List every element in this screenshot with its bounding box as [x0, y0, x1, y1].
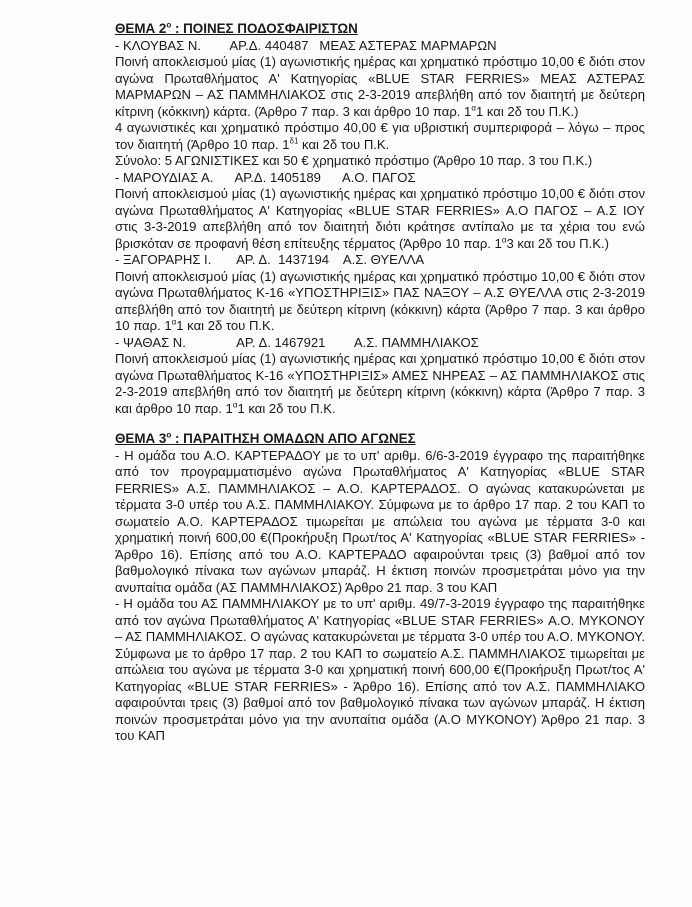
penalty-total: Σύνολο: 5 ΑΓΩΝΙΣΤΙΚΕΣ και 50 € χρηματικό πρόστιμο (Άρθρο 10 παρ. 3 του Π.Κ.) [115, 153, 593, 168]
withdrawal-item-2: - Η ομάδα του ΑΣ ΠΑΜΜΗΛΙΑΚΟΥ με το υπ' αριθμ. 49/7-3-2019 έγγραφο της παραιτήθηκε από τον αγώνα Πρωταθλήματος Α' Κατηγορίας «BLUE STAR FERRIES» Α.Ο. ΜΥΚΟΝΟΥ – ΑΣ ΠΑΜΜΗΛΙΑΚΟΣ. Ο αγώνας κατακυρώνεται με τέρματα 3-0 υπέρ του Α.Ο. ΜΥΚΟΝΟΥ. Σύμφωνα με το άρθρο 17 παρ. 2 του ΚΑΠ το σωματείο Α.Σ. ΠΑΜΜΗΛΙΑΚΟΣ τιμωρείται με απώλεια του αγώνα με τέρματα 3-0 και χρηματική ποινή 600,00 €(Προκήρυξη Πρωτ/τος Α' Κατηγορίας «BLUE STAR FERRIES» - Άρθρο 16). Επίσης από τον Α.Σ. ΠΑΜΜΗΛΙΑΚΟ αφαιρούνται τρεις (3) βαθμοί από τον βαθμολογικό πίνακα των αγώνων μπαράζ. Η έκτιση ποινών προσμετράται μόνο για την ανυπαίτια ομάδα (Α.Ο ΜΥΚΟΝΟΥ) Άρθρο 21 παρ. 3 του ΚΑΠ [115, 596, 645, 743]
player-header: - ΚΛΟΥΒΑΣ Ν. ΑΡ.Δ. 440487 ΜΕΑΣ ΑΣΤΕΡΑΣ ΜΑΡΜΑΡΩΝ [115, 37, 497, 53]
withdrawal-item-1: - Η ομάδα του Α.Ο. ΚΑΡΤΕΡΑΔΟΥ με το υπ' αριθμ. 6/6-3-2019 έγγραφο της παραιτήθηκε από τον προγραμματισμένο αγώνα Πρωταθλήματος Α' Κατηγορίας «BLUE STAR FERRIES» Α.Σ. ΠΑΜΜΗΛΙΑΚΟΣ – Α.Ο. ΚΑΡΤΕΡΑΔΟΣ. Ο αγώνας κατακυρώνεται με τέρματα 3-0 υπέρ του Α.Σ. ΠΑΜΜΗΛΙΑΚΟΥ. Σύμφωνα με το άρθρο 17 παρ. 2 του ΚΑΠ το σωματείο Α.Ο. ΚΑΡΤΕΡΑΔΟΣ τιμωρείται με απώλεια του αγώνα με τέρματα 3-0 και χρηματική ποινή 600,00 €(Προκήρυξη Πρωτ/τος Α' Κατηγορίας «BLUE STAR FERRIES» - Άρθρο 16). Επίσης από του Α.Ο. ΚΑΡΤΕΡΑΔΟ αφαιρούνται τρεις (3) βαθμοί από τον βαθμολογικό πίνακα των αγώνων μπαράζ. Η έκτιση ποινών προσμετράται μόνο για την ανυπαίτια ομάδα (ΑΣ ΠΑΜΜΗΛΙΑΚΟΣ) Άρθρο 21 παρ. 3 του ΚΑΠ [115, 447, 645, 595]
section3-heading: ΘΕΜΑ $3^o$ : ΠΑΡΑΙΤΗΣΗ ΟΜΑΔΩΝ ΑΠΟ ΑΓΩΝΕΣ [115, 430, 416, 446]
penalty-text: Ποινή αποκλεισμού μίας (1) αγωνιστικής ημέρας και χρηματικό πρόστιμο 10,00 € διότι στον αγώνα Πρωταθλήματος Κ-16 «ΥΠΟΣΤΗΡΙΞΙΣ» ΠΑΣ ΝΑΞΟΥ – Α.Σ ΘΥΕΛΛΑ στις 2-3-2019 απεβλήθη από τον διαιτητή με δεύτερη κίτρινη (κόκκινη) κάρτα (Άρθρο 7 παρ. 3 και άρθρο 10 παρ. $1^\alpha 1$ και 2δ του Π.Κ. [115, 268, 645, 333]
player-header: - ΞΑΓΟΡΑΡΗΣ Ι. ΑΡ. Δ. 1437194 Α.Σ. ΘΥΕΛΛΑ [115, 252, 425, 267]
player-penalty-4 [115, 335, 645, 418]
player-penalty-3 [115, 252, 645, 335]
penalty-text: Ποινή αποκλεισμού μίας (1) αγωνιστικής ημέρας και χρηματικό πρόστιμο 10,00 € διότι στον αγώνα Πρωταθλήματος Α' Κατηγορίας «BLUE STAR FERRIES» Α.Ο ΠΑΓΟΣ – Α.Σ ΙΟΥ στις 3-3-2019 απεβλήθη από τον διαιτητή διότι κράτησε αντίπαλο με τα χέρια του ενώ βρισκόταν σε προφανή θέση επίτευξης τέρματος (Άρθρο 10 παρ. $1^\alpha 3$ και 2δ του Π.Κ.) [115, 186, 645, 251]
player-penalty-2 [115, 170, 645, 253]
section2-heading: ΘΕΜΑ $2^o$ : ΠΟΙΝΕΣ ΠΟΔΟΣΦΑΙΡΙΣΤΩΝ [115, 20, 358, 36]
penalty-text-additional: 4 αγωνιστικές και χρηματικό πρόστιμο 40,00 € για υβριστική συμπεριφορά – λόγω – προς τον διαιτητή (Άρθρο 10 παρ. $1^{\delta 1}$ και 2δ του Π.Κ. [115, 120, 645, 152]
player-header: - ΜΑΡΟΥΔΙΑΣ Α. ΑΡ.Δ. 1405189 Α.Ο. ΠΑΓΟΣ [115, 169, 416, 185]
player-penalty-1 [115, 38, 645, 170]
player-header: - ΨΑΘΑΣ Ν. ΑΡ. Δ. 1467921 Α.Σ. ΠΑΜΜΗΛΙΑΚΟΣ [115, 334, 479, 350]
penalty-text: Ποινή αποκλεισμού μίας (1) αγωνιστικής ημέρας και χρηματικό πρόστιμο 10,00 € διότι στον αγώνα Πρωταθλήματος Κ-16 «ΥΠΟΣΤΗΡΙΞΙΣ» ΑΜΕΣ ΝΗΡΕΑΣ – ΑΣ ΠΑΜΜΗΛΙΑΚΟΣ στις 2-3-2019 απεβλήθη από τον διαιτητή με δεύτερη κίτρινη (κόκκινη) κάρτα (Άρθρο 7 παρ. 3 και άρθρο 10 παρ. $1^\alpha 1$ και 2δ του Π.Κ. [115, 351, 645, 416]
section-spacer [115, 417, 645, 431]
document-body [115, 21, 645, 745]
penalty-text: Ποινή αποκλεισμού μίας (1) αγωνιστικής ημέρας και χρηματικό πρόστιμο 10,00 € διότι στον αγώνα Πρωταθλήματος Α' Κατηγορίας «BLUE STAR FERRIES» ΜΕΑΣ ΑΣΤΕΡΑΣ ΜΑΡΜΑΡΩΝ – ΑΣ ΠΑΜΜΗΛΙΑΚΟΣ στις 2-3-2019 απεβλήθη από τον διαιτητή με δεύτερη κίτρινη (κόκκινη) κάρτα. (Άρθρο 7 παρ. 3 και άρθρο 10 παρ. $1^\alpha 1$ και 2δ του Π.Κ.) [115, 54, 645, 119]
